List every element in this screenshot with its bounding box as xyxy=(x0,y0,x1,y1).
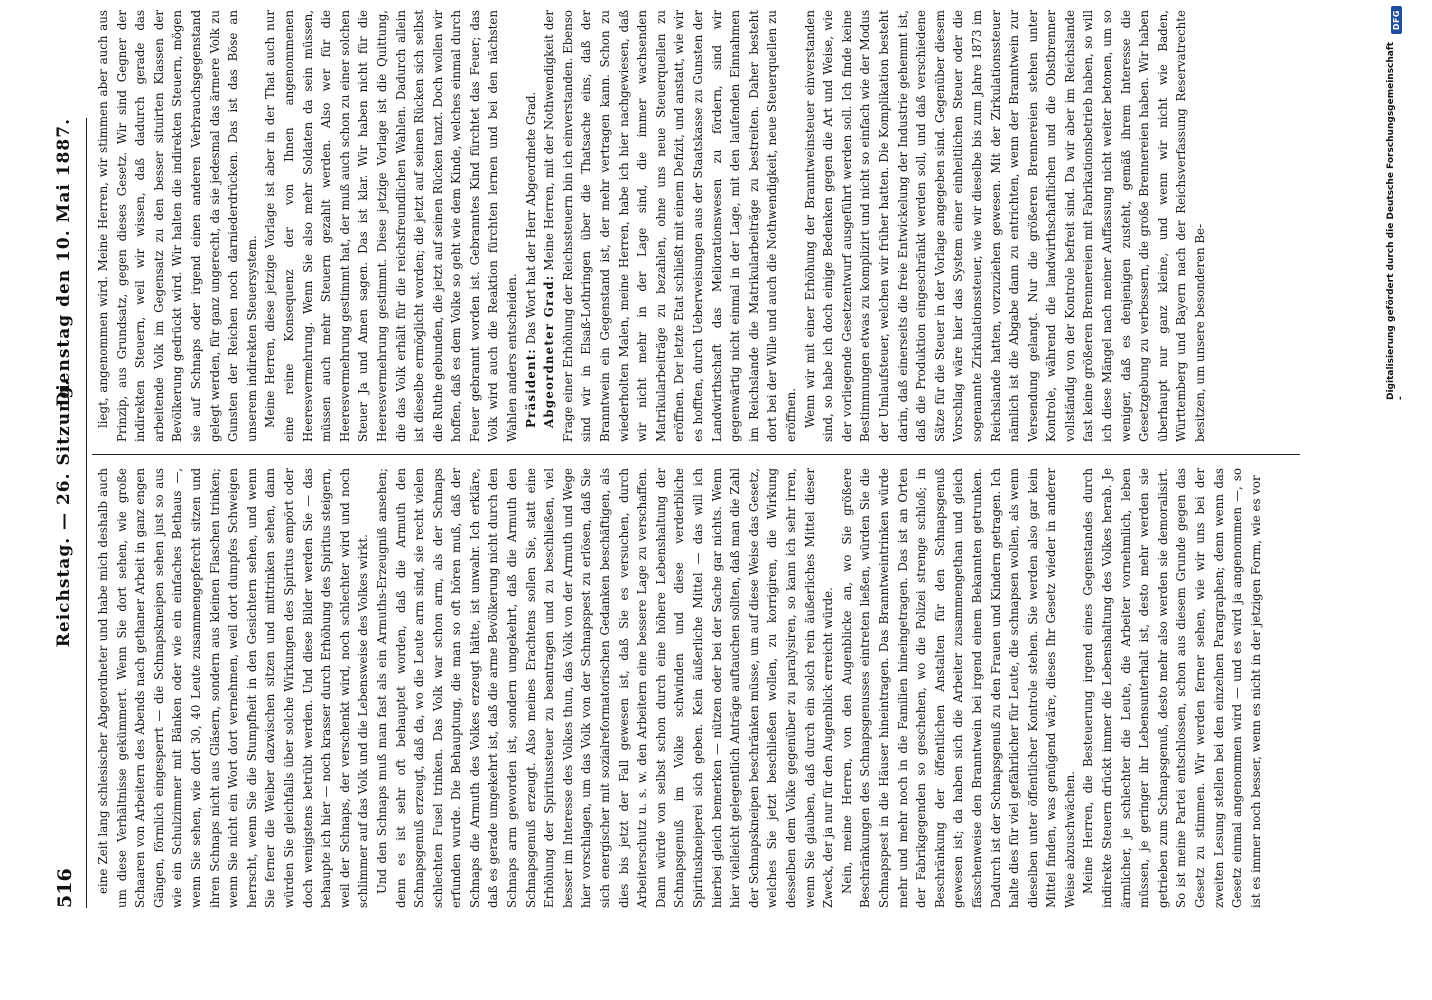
paragraph: Wenn wir mit einer Erhöhung der Branntweinsteuer einverstanden sind, so habe ich doch einige Bedenken gegen die Art und Weise, wie der vorliegende Gesetzentwurf ausgeführt werden soll. Ich finde keine Bestimmungen etwas zu komplizirt und nicht so einfach wie der Modus der Umlaufsteuer, welchen wir früher hatten. Die Komplikation besteht darin, daß einerseits die freie Entwickelung der Industrie gehemmt ist, daß die Produktion eingeschränkt werden soll, und daß verschiedene Sätze für die Steuer in der Vorlage angegeben sind. Gegenüber diesem Vorschlag wäre hier das System einer einheitlichen Steuer oder die sogenannte Zirkulationssteuer, wie wir dieselbe bis zum Jahre 1873 im Reichslande hatten, vorzuziehen gewesen. Mit der Zirkulationssteuer nämlich ist die Abgabe dann zu entrichten, wenn der Branntwein zur Versendung gelangt. Nur die größeren Brennereien stehen unter Kontrole, während die landwirthschaftlichen und die Obstbrenner vollständig von der Kontrole befreit sind. Da wir aber im Reichslande fast keine größeren Brennereien mit Fabrikationsbetrieb haben, so will ich diese Mängel nach meiner Auffassung nicht weiter betonen, um so weniger, daß es denjenigen zusteht, gemäß ihrem Interesse die Gesetzgebung zu verbessern, die große Brennereien haben. Wir haben überhaupt nur ganz kleine, und wenn wir nicht wie Baden, Württemberg und Bayern nach der Reichsverfassung Reservatrechte besitzen, um unsere besonderen Be- xyxy=(802,10,1208,442)
session-date: Dienstag den 10. Mai 1887. xyxy=(54,118,74,407)
page-header xyxy=(52,118,80,908)
president-statement: Das Wort hat der Herr Abgeordnete Grad. xyxy=(523,91,538,345)
paragraph: Nein, meine Herren, von den Augenblicke an, wo Sie größere Beschränkungen des Schnapsgenusses eintreten ließen, würden Sie die Schnapspest in die Häuser hineintragen. Das Branntweintrinken würde mehr und mehr noch in die Familien hineingetragen. Das ist an Orten der Fabrikgegenden so geschehen, wo die Polizei strenge schloß; in Beschränkung der öffentlichen Anstalten für den Schnapsgenuß gewesen ist; da haben sich die Arbeiter zusammengethan und gleich fässchenweise den Branntwein bei irgend einem Bekannten getrunken. Dadurch ist der Schnapsgenuß zu den Frauen und Kindern getragen. Ich halte dies für viel gefährlicher für Leute, die schnapsen wollen, als wenn dieselben unter öffentlicher Kontrole stehen. Sie werden also gar kein Mittel finden, was genügend wäre, dieses Ihr Gesetz wieder in anderer Weise abzuschwächen. xyxy=(839,468,1077,908)
paragraph: eine Zeit lang schlesischer Abgeordneter und habe mich deshalb auch um diese Verhältnisse gekümmert. Wenn Sie dort sehen, wie große Schaaren von Arbeitern des Abends nach gethaner Arbeit in ganz engen Gängen, förmlich eingesperrt — die Schnapskneipen sehen just so aus wie ein Schulzimmer mit Bänken oder wie ein einfaches Bethaus —, wenn Sie sehen, wie dort 30, 40 Leute zusammengepfercht sitzen und ihren Schnaps nicht aus Gläsern, sondern aus kleinen Flaschen trinken; wenn Sie nicht ein Wort dort vernehmen, weil dort dumpfes Schweigen herrscht, wenn Sie die Stumpfheit in den Gesichtern sehen, und wenn Sie ferner die Weiber dazwischen sitzen und mittrinken sehen, dann würden Sie gleichfalls über solche Wirkungen des Spiritus empört oder doch wenigstens betrübt werden. Und diese Bilder werden Sie — das behaupte ich hier — noch krasser durch Erhöhung des Spiritus steigern, weil der Schnaps, der verschenkt wird, noch schlechter wird und noch schlimmer auf das Volk und die Lebensweise des Volkes wirkt. xyxy=(96,468,371,908)
speaker-president: Präsident: xyxy=(523,348,538,428)
paragraph: Meine Herren, die Besteuerung irgend eines Gegenstandes durch indirekte Steuern drückt immer die Lebenshaltung des Volkes herab. Je ärmlicher, je schlechter die Leute, die Arbeiter vornehmlich, leben müssen, je geringer ihr Lebensunterhalt ist, desto mehr werden sie getrieben zum Schnapsgenuß, desto mehr also werden sie demoralisirt. So ist meine Partei entschlossen, schon aus diesem Grunde gegen das Gesetz zu stimmen. Wir werden ferner sehen, wie wir uns bei der zweiten Lesung stellen bei den einzelnen Paragraphen; denn wenn das Gesetz einmal angenommen wird — und es wird ja angenommen —, so ist es immer noch besser, wenn es nicht in der jetzigen Form, wie es vor xyxy=(1081,468,1263,908)
page-title: Reichstag. — 26. Sitzung. xyxy=(54,378,74,648)
speech-text: Meine Herren, mit der Nothwendigkeit der Frage einer Erhöhung der Reichssteuern bin ich einverstanden. Ebenso sind wir in Elsaß-Lothringen über die Thatsache eins, daß der Branntwein ein Gegenstand ist, der mehr vertragen kann. Schon zu wiederholten Malen, meine Herren, habe ich hier nachgewiesen, daß wir nicht mehr in der Lage sind, die immer wachsenden Matrikularbeiträge zu bezahlen, ohne uns neue Steuerquellen zu eröffnen. Der letzte Etat schließt mit einem Defizit, und anstatt, wie wir es hofften, durch Ueberweisungen aus der Staatskasse zu Gunsten der Landwirthschaft das Meliorationswesen zu fördern, sind wir gegenwärtig nicht einmal in der Lage, mit den laufenden Einnahmen im Reichslande die Matrikularbeiträge zu bestreiten. Daher besteht dort bei der Wille und auch die Nothwendigkeit, neue Steuerquellen zu eröffnen. xyxy=(542,10,798,442)
dfg-logo: DFG xyxy=(1391,6,1402,34)
right-column xyxy=(94,10,1302,442)
paragraph: Und den Schnaps muß man fast als ein Armuths-Erzeugniß ansehen; denn es ist sehr oft behauptet worden, daß die Armuth den Schnapsgenuß erzeugt, daß da, wo die Leute arm sind, sie recht vielen schlechten Fusel trinken. Das Volk war schon arm, als der Schnaps erfunden wurde. Die Behauptung, die man so oft hören muß, daß der Schnaps die Armuth des Volkes erzeugt hätte, ist unwahr. Ich erkläre, daß es gerade umgekehrt ist, daß die arme Bevölkerung nicht durch den Schnaps arm geworden ist, sondern umgekehrt, daß die Armuth den Schnapsgenuß erzeugt. Also meines Erachtens sollen Sie, statt eine Erhöhung der Spiritussteuer zu beantragen und zu beschließen, viel besser im Interesse des Volkes thun, das Volk von der Armuth und Wege hier vorschlagen, um das Volk von der Schnapspest zu erlösen, daß Sie sich energischer mit sozialreformatorischen Gedanken beschäftigen, als dies bis jetzt der Fall gewesen ist, daß Sie es versuchen, durch Arbeiterschutz u. s. w. den Arbeitern eine bessere Lage zu verschaffen. Dann würde von selbst schon durch eine höhere Lebenshaltung der Schnapsgenuß im Volke schwinden und diese verderbliche Spirituskneiperei sich geben. Kein äußerliche Mittel — das will ich hierbei gleich bemerken — nützen oder bei der Sache gar nichts. Wenn hier vielleicht gelegentlich Anträge auftauchen sollten, daß man die Zahl der Schnapskneipen beschränken müsse, um auf diese Weise das Gesetz, welches Sie jetzt beschließen wollen, zu korrigiren, die Wirkung desselben dem Volke gegenüber zu paralysiren, so kann ich sehr irren, wenn Sie glauben, daß durch ein solch rein äußerliches Mittel dieser Zweck, der ja nur für den Augenblick erreicht würde. xyxy=(374,468,836,908)
page-number: 516 xyxy=(54,868,76,908)
paragraph: liegt, angenommen wird. Meine Herren, wir stimmen aber auch aus Prinzip, aus Grundsatz, gegen dieses Gesetz. Wir sind Gegner der indirekten Steuern, weil wir wissen, daß dadurch gerade das arbeitende Volk im Gegensatz zu den besser situirten Klassen der Bevölkerung gedrückt wird. Wir halten die indirekten Steuern, mögen sie auf Schnaps oder irgend einen anderen Verbrauchsgegenstand gelegt werden, für ganz ungerecht, da sie jedesmal das ärmere Volk zu Gunsten der Reichen noch darniederdrücken. Das ist das Böse an unserem indirekten Steuersystem. xyxy=(96,10,259,442)
president-line xyxy=(522,10,541,442)
speaker-grad: Abgeordneter Grad: xyxy=(542,274,557,428)
header-rule xyxy=(86,118,87,908)
speech-paragraph xyxy=(540,10,800,442)
left-column xyxy=(94,468,1302,908)
credit-text: Digitalisierung gefördert durch die Deutsche Forschungsgemeinschaft - xyxy=(1386,41,1406,400)
digitization-credit xyxy=(1386,6,1406,400)
paragraph: Meine Herren, diese jetzige Vorlage ist aber in der That auch nur eine reine Konsequenz der von Ihnen angenommenen Heeresvermehrung. Wenn Sie also mehr Soldaten da sein müssen, müssen auch mehr Steuern gezahlt werden. Also wer für die Heeresvermehrung gestimmt hat, der muß auch schon zu einer solchen Steuer Ja und Amen sagen. Das ist klar. Wir haben nicht für die Heeresvermehrung gestimmt. Diese jetzige Vorlage ist die Quittung, die das Volk erhält für die reichsfreundlichen Wahlen. Dadurch allein ist dieselbe ermöglicht worden; die jetzt auf seinen Rücken sich selbst die Ruthe gebunden, die jetzt auf seinen Rücken tanzt. Doch wollen wir hoffen, daß es dem Volke so geht wie dem Kinde, welches einmal durch Feuer gebrannt worden ist. Gebranntes Kind fürchtet das Feuer; das Volk wird auch die Reaktion fürchten lernen und bei den nächsten Wahlen anders entscheiden. xyxy=(263,10,520,442)
column-divider xyxy=(92,454,1300,455)
